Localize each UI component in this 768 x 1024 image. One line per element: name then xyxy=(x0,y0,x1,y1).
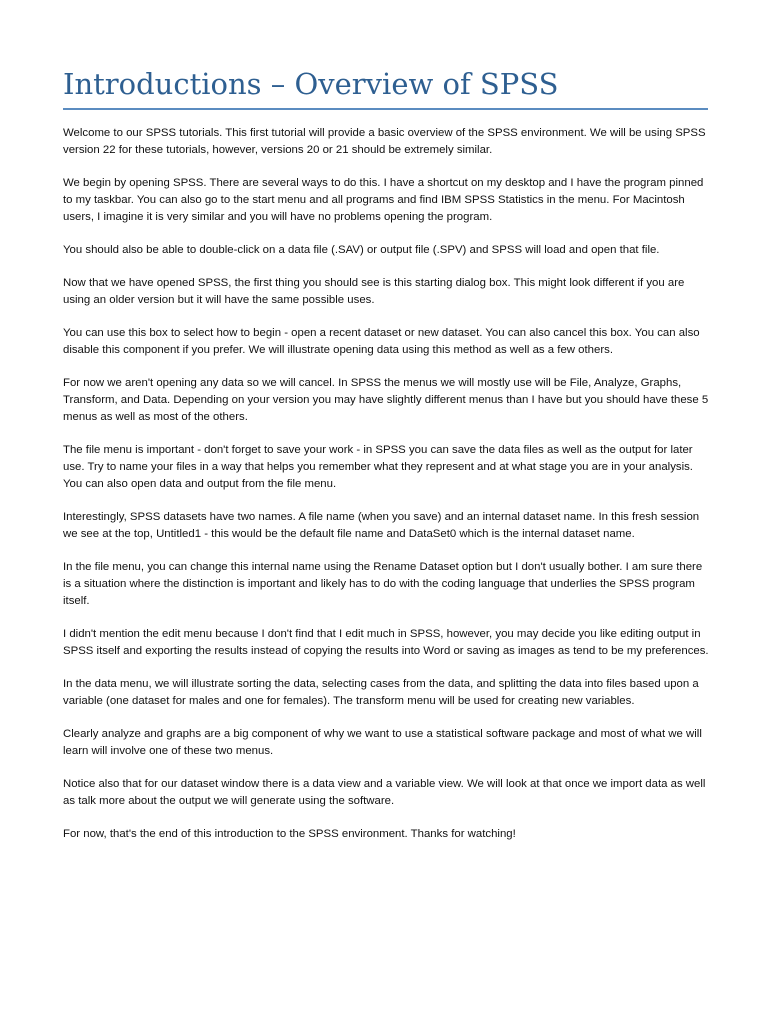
paragraph-starting-dialog: Now that we have opened SPSS, the first thing you should see is this starting dialog box. This might look different if you are using an older version but it will have the same possible uses. xyxy=(63,277,685,306)
paragraph-dataset-names: Interestingly, SPSS datasets have two names. A file name (when you save) and an internal dataset name. In this fresh session we see at the top, Untitled1 - this would be the default file name and DataSet0 which is the internal dataset name. xyxy=(63,511,700,540)
paragraph-data-menu: In the data menu, we will illustrate sorting the data, selecting cases from the data, and splitting the data into files based upon a variable (one dataset for males and one for females). The transform menu will be used for creating new variables. xyxy=(63,678,699,707)
document-body xyxy=(63,125,711,859)
paragraph-dialog-uses: You can use this box to select how to begin - open a recent dataset or new dataset. You can also cancel this box. You can also disable this component if you prefer. We will illustrate opening data using this method as well as a few others. xyxy=(63,327,700,356)
paragraph-analyze-graphs: Clearly analyze and graphs are a big component of why we want to use a statistical software package and most of what we will learn will involve one of these two menus. xyxy=(63,728,702,757)
paragraph-closing: For now, that's the end of this introduction to the SPSS environment. Thanks for watching! xyxy=(63,828,516,840)
paragraph-double-click: You should also be able to double-click on a data file (.SAV) or output file (.SPV) and SPSS will load and open that file. xyxy=(63,244,660,256)
paragraph-menus: For now we aren't opening any data so we will cancel. In SPSS the menus we will mostly use will be File, Analyze, Graphs, Transform, and Data. Depending on your version you may have slightly different menus than I have but you should have these 5 menus as well as most of the others. xyxy=(63,377,709,423)
title-divider xyxy=(63,108,708,110)
paragraph-opening-spss: We begin by opening SPSS. There are several ways to do this. I have a shortcut on my desktop and I have the program pinned to my taskbar. You can also go to the start menu and all programs and find IBM SPSS Statistics in the menu. For Macintosh users, I imagine it is very similar and you will have no problems opening the program. xyxy=(63,177,704,223)
paragraph-file-menu: The file menu is important - don't forget to save your work - in SPSS you can save the data files as well as the output for later use. Try to name your files in a way that helps you remember what they represent and at what stage you are in your analysis. You can also open data and output from the file menu. xyxy=(63,444,693,490)
page-title: Introductions – Overview of SPSS xyxy=(63,67,559,101)
paragraph-edit-menu: I didn't mention the edit menu because I don't find that I edit much in SPSS, however, you may decide you like editing output in SPSS itself and exporting the results instead of copying the results into Word or saving as images as tend to be my preferences. xyxy=(63,628,709,657)
paragraph-rename-dataset: In the file menu, you can change this internal name using the Rename Dataset option but I don't usually bother. I am sure there is a situation where the distinction is important and likely has to do with the coding language that underlies the SPSS program itself. xyxy=(63,561,703,607)
paragraph-data-variable-view: Notice also that for our dataset window there is a data view and a variable view. We will look at that once we import data as well as talk more about the output we will generate using the software. xyxy=(63,778,706,807)
paragraph-welcome: Welcome to our SPSS tutorials. This first tutorial will provide a basic overview of the SPSS environment. We will be using SPSS version 22 for these tutorials, however, versions 20 or 21 should be extremely similar. xyxy=(63,127,706,156)
